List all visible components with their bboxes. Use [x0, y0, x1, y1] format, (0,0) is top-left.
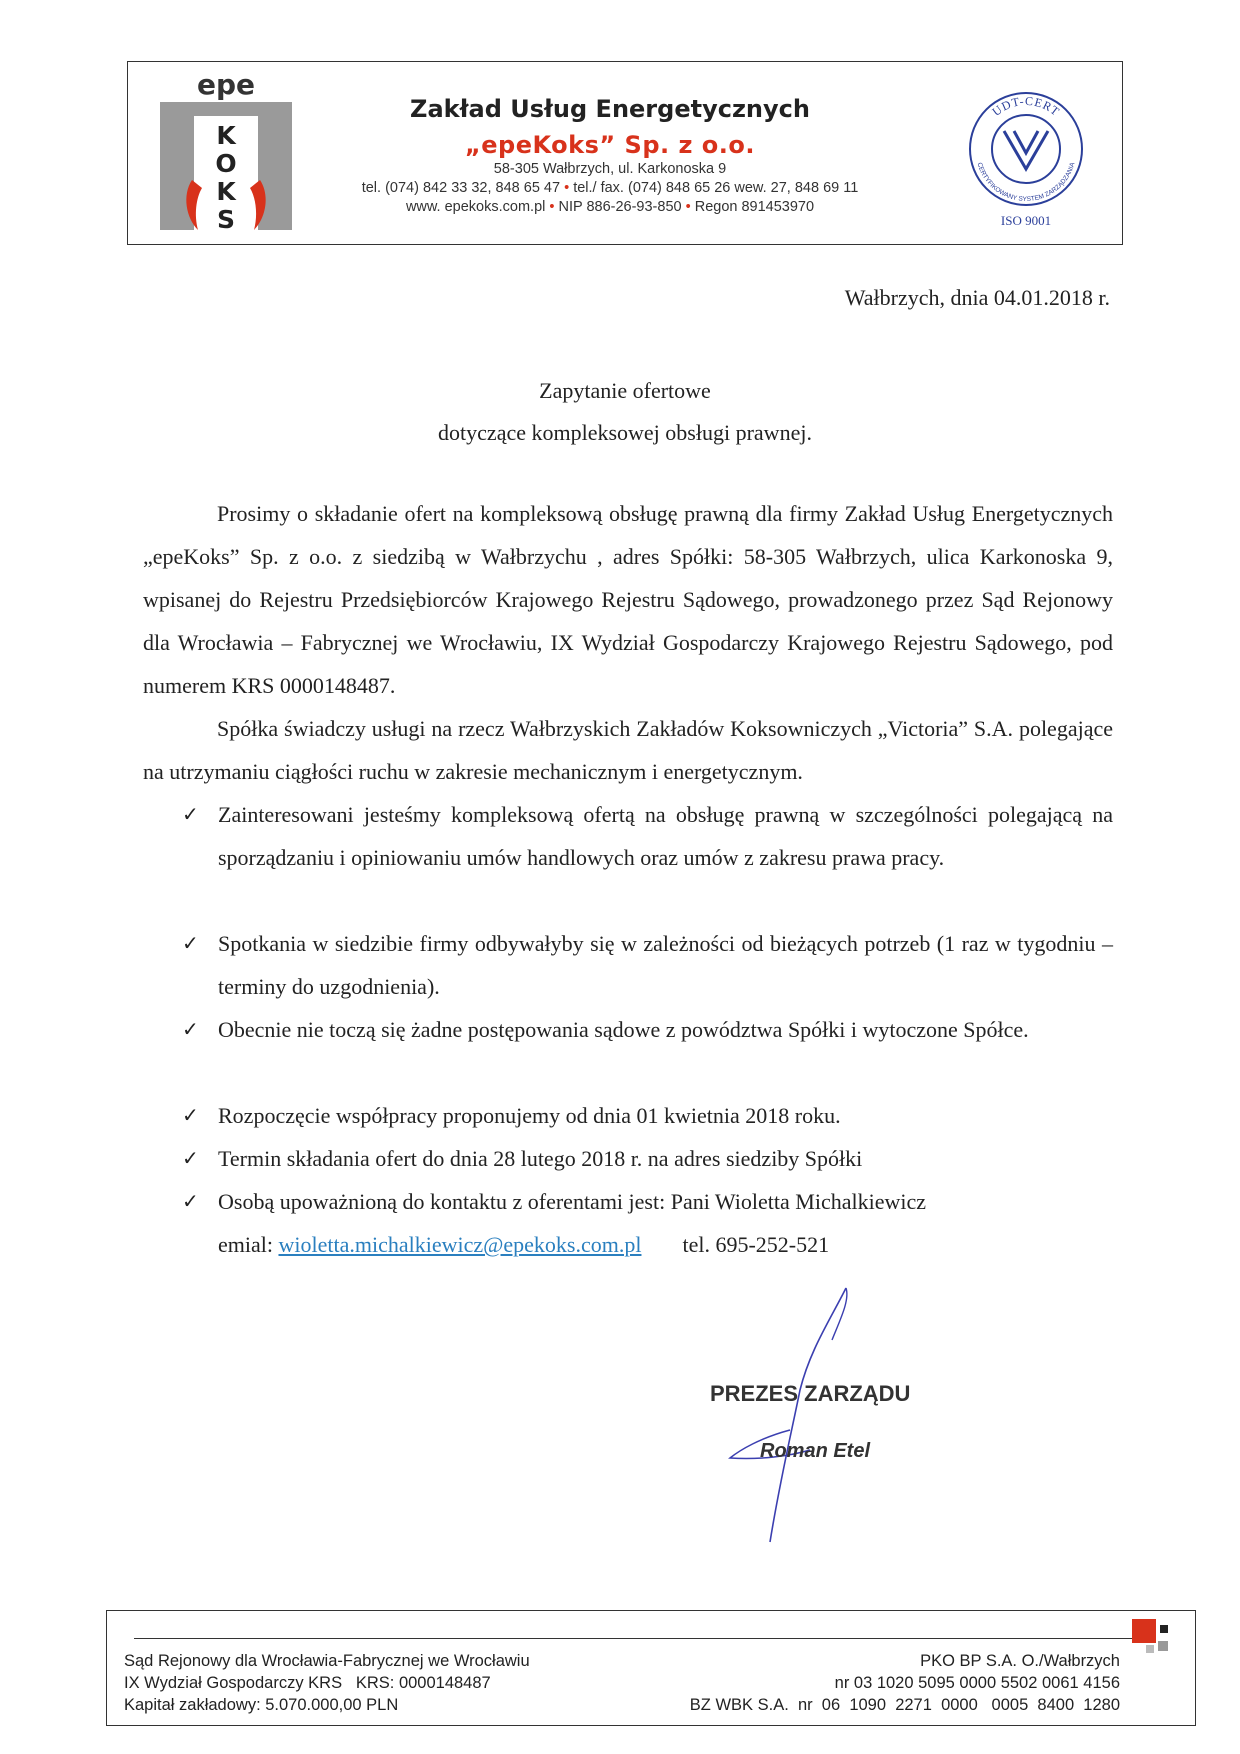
footer-krs: IX Wydział Gospodarczy KRS KRS: 0000148487	[124, 1674, 491, 1692]
footer-court: Sąd Rejonowy dla Wrocławia-Fabrycznej we Wrocławiu	[124, 1652, 530, 1670]
company-regon: Regon 891453970	[694, 199, 815, 215]
paragraph-1	[143, 492, 1113, 707]
contact-phone: tel. 695-252-521	[682, 1232, 830, 1257]
checkmark-icon: ✓	[182, 931, 199, 955]
footer-bank-account-2: BZ WBK S.A. nr 06 1090 2271 0000 0005 8400 1280	[689, 1696, 1120, 1714]
footer-bank-account-1: nr 03 1020 5095 0000 5502 0061 4156	[834, 1674, 1120, 1692]
checkmark-icon: ✓	[182, 1103, 199, 1127]
company-phones: tel. (074) 842 33 32, 848 65 47 • tel./ fax. (074) 848 65 26 wew. 27, 848 69 11	[361, 180, 859, 196]
company-name: Zakład Usług Energetycznych	[410, 95, 810, 123]
letter-subject	[300, 370, 950, 454]
signatory-name: Roman Etel	[760, 1440, 871, 1462]
list-item-text: Rozpoczęcie współpracy proponujemy od dnia 01 kwietnia 2018 roku.	[218, 1103, 841, 1128]
company-website: www. epekoks.com.pl	[405, 199, 546, 215]
list-item-text: Obecnie nie toczą się żadne postępowania sądowe z powództwa Spółki i wytoczone Spółce.	[218, 1017, 1029, 1042]
subject-line-2: dotyczące kompleksowej obsługi prawnej.	[438, 420, 812, 445]
logo-letter-1: K	[216, 121, 236, 150]
company-nip: NIP 886-26-93-850	[558, 199, 682, 215]
handwritten-signature	[700, 1280, 880, 1550]
paragraph-1-text: Prosimy o składanie ofert na kompleksową obsługę prawną dla firmy Zakład Usług Energetycznych „epeKoks” Sp. z o.o. z siedzibą w Wałbrzychu , adres Spółki: 58-305 Wałbrzych, ulica Karkonoska 9, wpisanej do Rejestru Przedsiębiorców Krajowego Rejestru Sądowego, prowadzonego przez Sąd Rejonowy dla Wrocławia – Fabrycznej we Wrocławiu, IX Wydział Gospodarczy Krajowego Rejestru Sądowego, pod numerem KRS 0000148487.	[143, 501, 1113, 698]
logo-letter-3: K	[216, 177, 236, 206]
logo-letter-4: S	[216, 205, 236, 234]
udt-v-icon	[1004, 131, 1048, 169]
footer-capital: Kapitał zakładowy: 5.070.000,00 PLN	[124, 1696, 399, 1714]
checkmark-icon: ✓	[182, 802, 199, 826]
paragraph-2	[143, 707, 1113, 793]
phones-a: tel. (074) 842 33 32, 848 65 47	[361, 180, 561, 196]
checkmark-icon: ✓	[182, 1146, 199, 1170]
footer-logo-mark-icon	[1130, 1617, 1180, 1657]
list-item-text: Zainteresowani jesteśmy kompleksową ofertą na obsługę prawną w szczególności polegającą na sporządzaniu i opiniowaniu umów handlowych oraz umów z zakresu prawa pracy.	[218, 802, 1113, 870]
checkmark-icon: ✓	[182, 1017, 199, 1041]
list-item-text: Osobą upoważnioną do kontaktu z oferentami jest: Pani Wioletta Michalkiewicz	[218, 1189, 927, 1214]
footer-bank-name: PKO BP S.A. O./Wałbrzych	[920, 1652, 1120, 1670]
company-brand: „epeKoks” Sp. z o.o.	[464, 131, 756, 159]
company-address: 58-305 Wałbrzych, ul. Karkonoska 9	[493, 161, 727, 177]
udt-cert-badge	[960, 85, 1092, 235]
place-date: Wałbrzych, dnia 04.01.2018 r.	[844, 285, 1110, 310]
cert-arc-text: UDT-CERT	[989, 93, 1063, 119]
list-item-text: Spotkania w siedzibie firmy odbywałyby się w zależności od bieżących potrzeb (1 raz w tygodniu – terminy do uzgodnienia).	[218, 931, 1113, 999]
phones-b: tel./ fax. (074) 848 65 26 wew. 27, 848 69 11	[573, 180, 859, 196]
footer-divider	[134, 1638, 1154, 1639]
logo-top-text: epe	[196, 70, 256, 101]
checkmark-icon: ✓	[182, 1189, 199, 1213]
cert-standard: ISO 9001	[1000, 213, 1052, 228]
cert-ring-text: CERTYFIKOWANY SYSTEM ZARZĄDZANIA	[975, 161, 1077, 204]
paragraph-2-text: Spółka świadczy usługi na rzecz Wałbrzyskich Zakładów Koksowniczych „Victoria” S.A. polegające na utrzymaniu ciągłości ruchu w zakresie mechanicznym i energetycznym.	[143, 716, 1113, 784]
epekoks-logo	[158, 70, 294, 235]
email-link[interactable]: wioletta.michalkiewicz@epekoks.com.pl	[278, 1232, 642, 1257]
email-label: emial:	[218, 1232, 273, 1257]
signatory-title: PREZES ZARZĄDU	[710, 1381, 911, 1406]
company-registry: www. epekoks.com.pl • NIP 886-26-93-850 • Regon 891453970	[405, 199, 815, 215]
logo-letter-2: O	[215, 149, 237, 178]
list-item-text: Termin składania ofert do dnia 28 lutego 2018 r. na adres siedziby Spółki	[218, 1146, 863, 1171]
subject-line-1: Zapytanie ofertowe	[539, 378, 711, 403]
contact-block	[218, 1180, 1113, 1266]
